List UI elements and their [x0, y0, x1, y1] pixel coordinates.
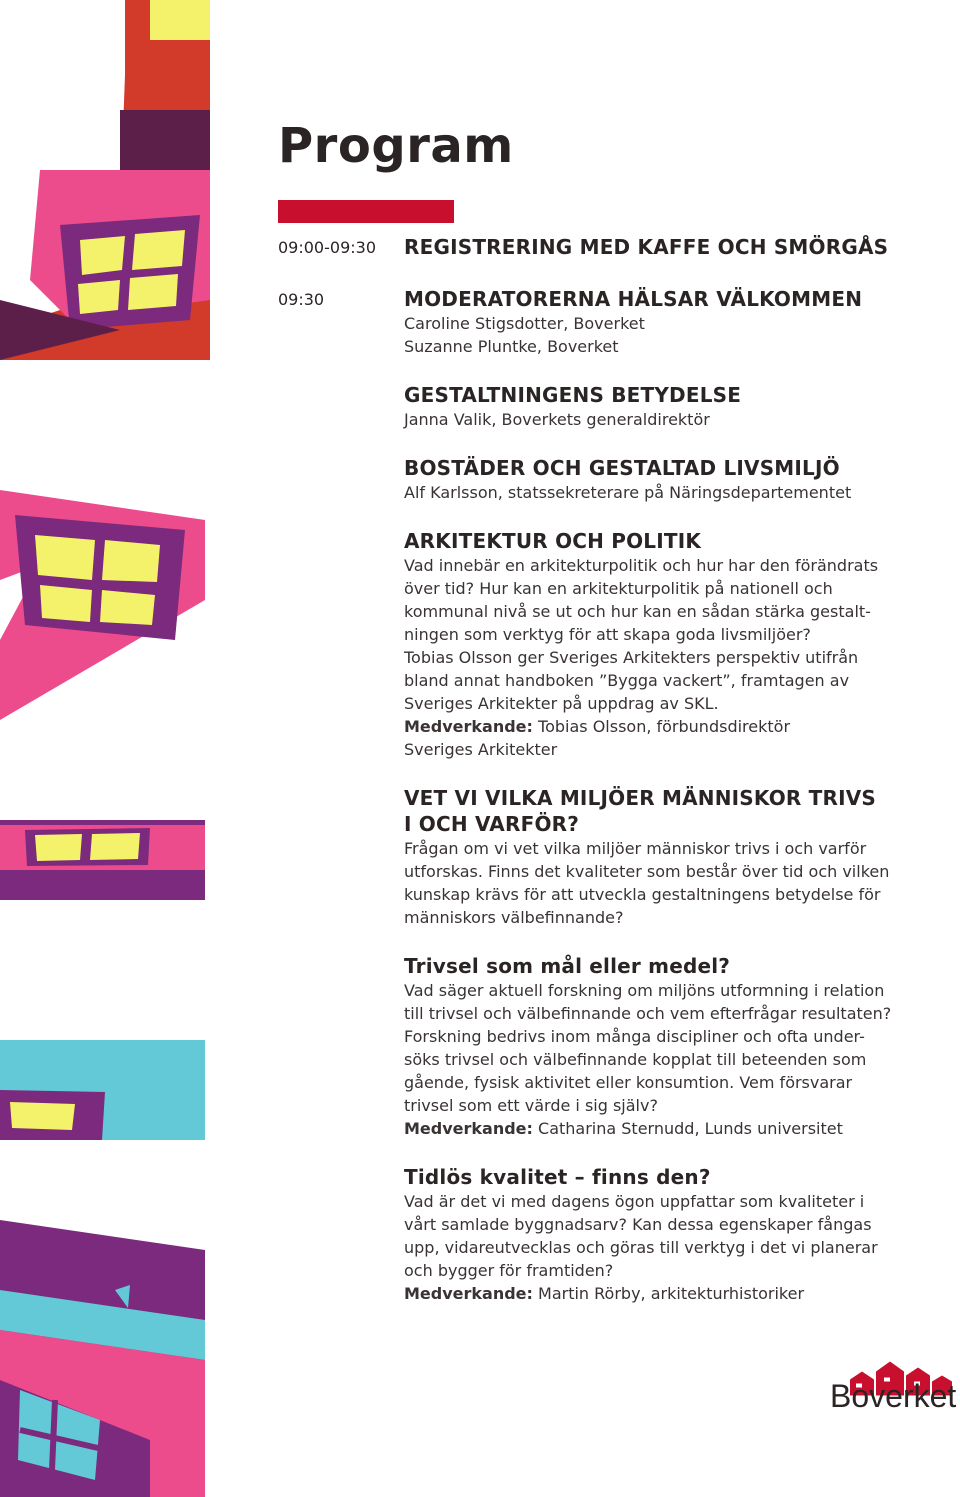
body-line: bland annat handboken ”Bygga vackert”, framtagen av — [404, 671, 850, 690]
contributor-line — [404, 715, 924, 738]
speaker-line: Alf Karlsson, statssekreterare på Näringsdepartementet — [404, 483, 852, 502]
body-line: utforskas. Finns det kvaliteter som består över tid och vilken — [404, 862, 890, 881]
body-line: Sveriges Arkitekter på uppdrag av SKL. — [404, 694, 719, 713]
section-heading: Trivsel som mål eller medel? — [404, 954, 731, 978]
contributor-label: Medverkande: — [404, 717, 533, 736]
session-item — [404, 953, 924, 1140]
contributor-name: Martin Rörby, arkitekturhistoriker — [532, 1284, 805, 1303]
section-heading: ARKITEKTUR OCH POLITIK — [404, 529, 702, 553]
schedule-time: 09:30 — [278, 290, 325, 309]
body-line: upp, vidareutvecklas och göras till verktyg i det vi planerar — [404, 1238, 878, 1257]
body-line: Vad är det vi med dagens ögon uppfattar som kvaliteter i — [404, 1192, 865, 1211]
schedule-time: 09:00-09:30 — [278, 238, 376, 257]
speaker-line: Caroline Stigsdotter, Boverket — [404, 314, 645, 333]
body-line: Vad innebär en arkitekturpolitik och hur har den förändrats — [404, 556, 879, 575]
body-line: och bygger för framtiden? — [404, 1261, 614, 1280]
body-line: kunskap krävs för att utveckla gestaltningens betydelse för — [404, 885, 881, 904]
contributor-name: Tobias Olsson, förbundsdirektör — [532, 717, 791, 736]
schedule-item — [404, 234, 924, 260]
contributor-line — [404, 1117, 924, 1140]
title-accent-bar — [278, 200, 454, 223]
decorative-house-illustration — [0, 0, 210, 1497]
schedule-item — [404, 286, 924, 358]
session-item — [404, 455, 924, 504]
boverket-logo-text: Boverket — [830, 1378, 957, 1414]
section-heading: VET VI VILKA MILJÖER MÄNNISKOR TRIVS — [404, 786, 877, 810]
speaker-line: Suzanne Pluntke, Boverket — [404, 337, 619, 356]
body-line: Frågan om vi vet vilka miljöer människor trivs i och varför — [404, 839, 867, 858]
session-item — [404, 528, 924, 761]
body-line: till trivsel och välbefinnande och vem efterfrågar resultaten? — [404, 1004, 892, 1023]
body-line: människors välbefinnande? — [404, 908, 624, 927]
body-line: över tid? Hur kan en arkitekturpolitik på nationell och — [404, 579, 833, 598]
contributor-label: Medverkande: — [404, 1284, 533, 1303]
contributor-label: Medverkande: — [404, 1119, 533, 1138]
session-item — [404, 785, 924, 929]
session-item — [404, 1164, 924, 1305]
speaker-line: Janna Valik, Boverkets generaldirektör — [404, 410, 710, 429]
body-line: vårt samlade byggnadsarv? Kan dessa egenskaper fångas — [404, 1215, 872, 1234]
contributor-line — [404, 1282, 924, 1305]
contributor-line: Sveriges Arkitekter — [404, 740, 558, 759]
section-heading: BOSTÄDER OCH GESTALTAD LIVSMILJÖ — [404, 456, 840, 480]
body-line: söks trivsel och välbefinnande kopplat till beteenden som — [404, 1050, 867, 1069]
body-line: kommunal nivå se ut och hur kan en sådan stärka gestalt- — [404, 602, 871, 621]
program-content — [404, 234, 924, 1305]
body-line: trivsel som ett värde i sig själv? — [404, 1096, 658, 1115]
page-title: Program — [278, 118, 514, 174]
body-line: gående, fysisk aktivitet eller konsumtion. Vem försvarar — [404, 1073, 853, 1092]
session-item — [404, 382, 924, 431]
body-line: Vad säger aktuell forskning om miljöns utformning i relation — [404, 981, 885, 1000]
section-heading: MODERATORERNA HÄLSAR VÄLKOMMEN — [404, 287, 863, 311]
contributor-name: Catharina Sternudd, Lunds universitet — [532, 1119, 843, 1138]
body-line: Forskning bedrivs inom många discipliner och ofta under- — [404, 1027, 865, 1046]
section-heading: Tidlös kvalitet – finns den? — [404, 1165, 711, 1189]
section-heading: REGISTRERING MED KAFFE OCH SMÖRGÅS — [404, 235, 889, 259]
section-heading: GESTALTNINGENS BETYDELSE — [404, 383, 742, 407]
body-line: ningen som verktyg för att skapa goda livsmiljöer? — [404, 625, 811, 644]
body-line: Tobias Olsson ger Sveriges Arkitekters perspektiv utifrån — [404, 648, 859, 667]
section-heading: I OCH VARFÖR? — [404, 812, 580, 836]
